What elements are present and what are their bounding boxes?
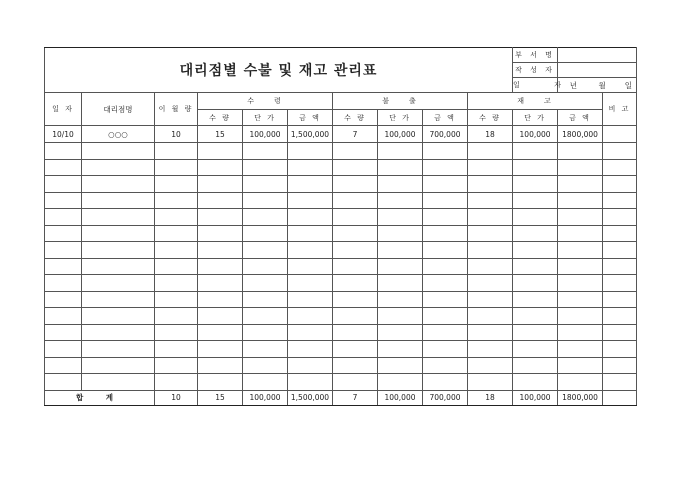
empty-cell[interactable] [468, 209, 513, 226]
empty-cell[interactable] [333, 225, 378, 242]
empty-cell[interactable] [288, 324, 333, 341]
empty-cell[interactable] [468, 374, 513, 391]
total-ship-amount: 700,000 [423, 390, 468, 405]
empty-cell[interactable] [198, 324, 243, 341]
empty-row [45, 143, 637, 160]
empty-cell[interactable] [288, 291, 333, 308]
empty-cell[interactable] [82, 357, 155, 374]
empty-cell[interactable] [513, 159, 558, 176]
empty-cell[interactable] [333, 308, 378, 325]
empty-cell[interactable] [45, 341, 82, 358]
row-date[interactable]: 10/10 [45, 126, 82, 143]
date-label [513, 78, 564, 93]
empty-cell[interactable] [82, 308, 155, 325]
empty-cell[interactable] [243, 341, 288, 358]
header-receipt-amount: 금 액 [288, 110, 333, 126]
empty-cell[interactable] [288, 357, 333, 374]
empty-cell[interactable] [82, 291, 155, 308]
empty-cell[interactable] [468, 143, 513, 160]
empty-cell[interactable] [423, 242, 468, 259]
empty-cell[interactable] [45, 291, 82, 308]
empty-cell[interactable] [243, 192, 288, 209]
empty-cell[interactable] [558, 341, 603, 358]
empty-cell[interactable] [155, 258, 198, 275]
empty-cell[interactable] [333, 258, 378, 275]
empty-row [45, 357, 637, 374]
header-agency: 대리점명 [82, 93, 155, 126]
empty-cell[interactable] [243, 242, 288, 259]
empty-cell[interactable] [468, 176, 513, 193]
empty-cell[interactable] [558, 258, 603, 275]
header-stock-price: 단 가 [513, 110, 558, 126]
empty-row [45, 374, 637, 391]
empty-cell[interactable] [155, 209, 198, 226]
empty-cell[interactable] [243, 357, 288, 374]
header-date: 일 자 [45, 93, 82, 126]
empty-cell[interactable] [155, 242, 198, 259]
empty-cell[interactable] [333, 159, 378, 176]
author-value[interactable] [558, 63, 637, 78]
empty-cell[interactable] [82, 275, 155, 292]
empty-cell[interactable] [468, 225, 513, 242]
empty-cell[interactable] [513, 374, 558, 391]
empty-cell[interactable] [513, 242, 558, 259]
empty-cell[interactable] [155, 275, 198, 292]
empty-cell[interactable] [603, 357, 637, 374]
empty-cell[interactable] [45, 374, 82, 391]
empty-cell[interactable] [513, 192, 558, 209]
empty-cell[interactable] [378, 341, 423, 358]
empty-cell[interactable] [333, 192, 378, 209]
empty-cell[interactable] [155, 291, 198, 308]
empty-cell[interactable] [82, 176, 155, 193]
empty-cell[interactable] [558, 242, 603, 259]
total-label: 합 계 [45, 390, 155, 405]
empty-cell[interactable] [82, 374, 155, 391]
empty-cell[interactable] [288, 209, 333, 226]
empty-cell[interactable] [468, 324, 513, 341]
empty-cell[interactable] [288, 192, 333, 209]
day-label: 일 [624, 80, 633, 90]
empty-cell[interactable] [513, 357, 558, 374]
empty-cell[interactable] [378, 275, 423, 292]
empty-cell[interactable] [288, 308, 333, 325]
row-agency[interactable]: ○○○ [82, 126, 155, 143]
header-stock-qty: 수 량 [468, 110, 513, 126]
empty-cell[interactable] [558, 192, 603, 209]
empty-cell[interactable] [155, 225, 198, 242]
empty-cell[interactable] [45, 143, 82, 160]
row-receipt-qty[interactable]: 15 [198, 126, 243, 143]
empty-cell[interactable] [243, 159, 288, 176]
empty-cell[interactable] [468, 357, 513, 374]
empty-cell[interactable] [82, 159, 155, 176]
empty-cell[interactable] [288, 275, 333, 292]
header-stock: 재 고 [468, 93, 603, 110]
empty-cell[interactable] [513, 341, 558, 358]
header-remarks: 비 고 [603, 93, 637, 126]
empty-cell[interactable] [198, 192, 243, 209]
empty-cell[interactable] [378, 143, 423, 160]
empty-cell[interactable] [513, 275, 558, 292]
empty-cell[interactable] [243, 258, 288, 275]
empty-cell[interactable] [198, 258, 243, 275]
empty-cell[interactable] [558, 275, 603, 292]
header-receipt: 수 령 [198, 93, 333, 110]
empty-cell[interactable] [603, 291, 637, 308]
empty-cell[interactable] [603, 341, 637, 358]
total-receipt-price: 100,000 [243, 390, 288, 405]
empty-cell[interactable] [603, 225, 637, 242]
inventory-table [44, 47, 637, 406]
empty-row [45, 324, 637, 341]
empty-cell[interactable] [45, 159, 82, 176]
empty-cell[interactable] [423, 143, 468, 160]
total-receipt-qty: 15 [198, 390, 243, 405]
header-ship-price: 단 가 [378, 110, 423, 126]
row-ship-amount[interactable]: 700,000 [423, 126, 468, 143]
empty-cell[interactable] [423, 324, 468, 341]
empty-cell[interactable] [468, 275, 513, 292]
empty-cell[interactable] [333, 374, 378, 391]
empty-cell[interactable] [198, 275, 243, 292]
empty-cell[interactable] [82, 341, 155, 358]
table-row [45, 126, 637, 143]
empty-cell[interactable] [423, 357, 468, 374]
empty-cell[interactable] [45, 308, 82, 325]
row-remarks[interactable] [603, 126, 637, 143]
empty-cell[interactable] [468, 159, 513, 176]
empty-row [45, 308, 637, 325]
row-receipt-amount[interactable]: 1,500,000 [288, 126, 333, 143]
empty-cell[interactable] [378, 357, 423, 374]
empty-cell[interactable] [45, 324, 82, 341]
row-stock-qty[interactable]: 18 [468, 126, 513, 143]
empty-cell[interactable] [423, 308, 468, 325]
date-label-1: 일 [513, 81, 523, 89]
empty-cell[interactable] [243, 308, 288, 325]
empty-cell[interactable] [333, 324, 378, 341]
empty-cell[interactable] [82, 225, 155, 242]
empty-cell[interactable] [558, 374, 603, 391]
empty-cell[interactable] [82, 258, 155, 275]
empty-cell[interactable] [378, 291, 423, 308]
empty-cell[interactable] [423, 176, 468, 193]
row-stock-price[interactable]: 100,000 [513, 126, 558, 143]
department-value[interactable] [558, 48, 637, 63]
empty-cell[interactable] [45, 209, 82, 226]
empty-cell[interactable] [378, 258, 423, 275]
row-stock-amount[interactable]: 1800,000 [558, 126, 603, 143]
empty-cell[interactable] [378, 374, 423, 391]
year-label: 년 [569, 80, 577, 90]
empty-cell[interactable] [45, 357, 82, 374]
total-stock-amount: 1800,000 [558, 390, 603, 405]
row-receipt-price[interactable]: 100,000 [243, 126, 288, 143]
empty-cell[interactable] [378, 308, 423, 325]
empty-cell[interactable] [243, 275, 288, 292]
empty-cell[interactable] [603, 192, 637, 209]
empty-cell[interactable] [423, 374, 468, 391]
empty-cell[interactable] [333, 291, 378, 308]
empty-cell[interactable] [603, 242, 637, 259]
empty-row [45, 258, 637, 275]
empty-cell[interactable] [155, 341, 198, 358]
empty-cell[interactable] [513, 225, 558, 242]
empty-cell[interactable] [603, 159, 637, 176]
row-ship-qty[interactable]: 7 [333, 126, 378, 143]
date-value[interactable] [558, 78, 637, 93]
empty-cell[interactable] [288, 143, 333, 160]
empty-cell[interactable] [558, 209, 603, 226]
empty-cell[interactable] [603, 275, 637, 292]
empty-cell[interactable] [198, 159, 243, 176]
date-label-2: 자 [554, 81, 564, 89]
empty-cell[interactable] [423, 291, 468, 308]
empty-cell[interactable] [45, 258, 82, 275]
empty-cell[interactable] [423, 275, 468, 292]
empty-row [45, 225, 637, 242]
empty-cell[interactable] [288, 159, 333, 176]
total-remarks [603, 390, 637, 405]
empty-cell[interactable] [558, 225, 603, 242]
empty-cell[interactable] [333, 242, 378, 259]
empty-cell[interactable] [333, 176, 378, 193]
empty-row [45, 341, 637, 358]
empty-cell[interactable] [513, 143, 558, 160]
empty-cell[interactable] [198, 242, 243, 259]
empty-cell[interactable] [558, 176, 603, 193]
empty-cell[interactable] [45, 225, 82, 242]
empty-cell[interactable] [155, 357, 198, 374]
empty-cell[interactable] [288, 242, 333, 259]
empty-cell[interactable] [82, 242, 155, 259]
empty-cell[interactable] [198, 209, 243, 226]
header-carryover: 이 월 량 [155, 93, 198, 126]
empty-cell[interactable] [198, 341, 243, 358]
empty-cell[interactable] [155, 192, 198, 209]
empty-row [45, 242, 637, 259]
empty-cell[interactable] [378, 209, 423, 226]
empty-cell[interactable] [558, 159, 603, 176]
empty-cell[interactable] [468, 242, 513, 259]
empty-cell[interactable] [423, 159, 468, 176]
empty-row [45, 291, 637, 308]
empty-cell[interactable] [603, 308, 637, 325]
empty-cell[interactable] [243, 225, 288, 242]
empty-row [45, 209, 637, 226]
header-shipment: 불 출 [333, 93, 468, 110]
empty-cell[interactable] [243, 291, 288, 308]
empty-cell[interactable] [468, 291, 513, 308]
empty-cell[interactable] [288, 374, 333, 391]
empty-cell[interactable] [513, 308, 558, 325]
empty-cell[interactable] [513, 176, 558, 193]
empty-cell[interactable] [82, 324, 155, 341]
empty-cell[interactable] [423, 225, 468, 242]
header-ship-qty: 수 량 [333, 110, 378, 126]
empty-cell[interactable] [468, 341, 513, 358]
author-label: 작 성 자 [513, 63, 558, 78]
empty-cell[interactable] [198, 176, 243, 193]
empty-cell[interactable] [45, 275, 82, 292]
empty-cell[interactable] [378, 324, 423, 341]
empty-cell[interactable] [243, 324, 288, 341]
empty-cell[interactable] [558, 308, 603, 325]
empty-cell[interactable] [513, 324, 558, 341]
empty-cell[interactable] [288, 225, 333, 242]
empty-cell[interactable] [603, 374, 637, 391]
month-label: 월 [598, 80, 606, 90]
empty-cell[interactable] [82, 192, 155, 209]
empty-cell[interactable] [558, 291, 603, 308]
empty-cell[interactable] [198, 143, 243, 160]
empty-cell[interactable] [243, 209, 288, 226]
empty-cell[interactable] [82, 143, 155, 160]
empty-cell[interactable] [378, 176, 423, 193]
empty-cell[interactable] [423, 341, 468, 358]
empty-cell[interactable] [378, 192, 423, 209]
empty-cell[interactable] [155, 159, 198, 176]
empty-cell[interactable] [82, 209, 155, 226]
empty-cell[interactable] [155, 374, 198, 391]
empty-cell[interactable] [243, 374, 288, 391]
empty-cell[interactable] [603, 258, 637, 275]
empty-cell[interactable] [558, 324, 603, 341]
empty-cell[interactable] [378, 242, 423, 259]
header-ship-amount: 금 액 [423, 110, 468, 126]
empty-cell[interactable] [198, 357, 243, 374]
header-receipt-price: 단 가 [243, 110, 288, 126]
empty-cell[interactable] [155, 324, 198, 341]
empty-cell[interactable] [333, 209, 378, 226]
department-label: 부 서 명 [513, 48, 558, 63]
empty-cell[interactable] [423, 209, 468, 226]
empty-cell[interactable] [155, 308, 198, 325]
empty-cell[interactable] [603, 209, 637, 226]
empty-cell[interactable] [243, 143, 288, 160]
empty-cell[interactable] [378, 159, 423, 176]
empty-row [45, 192, 637, 209]
empty-cell[interactable] [45, 242, 82, 259]
total-ship-qty: 7 [333, 390, 378, 405]
empty-row [45, 275, 637, 292]
empty-row [45, 176, 637, 193]
empty-cell[interactable] [333, 275, 378, 292]
empty-cell[interactable] [333, 357, 378, 374]
empty-cell[interactable] [333, 143, 378, 160]
empty-cell[interactable] [423, 192, 468, 209]
total-stock-qty: 18 [468, 390, 513, 405]
inventory-sheet [44, 47, 636, 406]
total-stock-price: 100,000 [513, 390, 558, 405]
row-carryover[interactable]: 10 [155, 126, 198, 143]
empty-row [45, 159, 637, 176]
empty-cell[interactable] [468, 192, 513, 209]
empty-cell[interactable] [558, 357, 603, 374]
empty-cell[interactable] [423, 258, 468, 275]
empty-cell[interactable] [378, 225, 423, 242]
empty-cell[interactable] [333, 341, 378, 358]
empty-cell[interactable] [603, 324, 637, 341]
empty-cell[interactable] [243, 176, 288, 193]
empty-cell[interactable] [45, 192, 82, 209]
empty-cell[interactable] [468, 308, 513, 325]
empty-cell[interactable] [288, 176, 333, 193]
total-receipt-amount: 1,500,000 [288, 390, 333, 405]
empty-cell[interactable] [198, 374, 243, 391]
empty-cell[interactable] [513, 258, 558, 275]
row-ship-price[interactable]: 100,000 [378, 126, 423, 143]
empty-cell[interactable] [155, 176, 198, 193]
empty-cell[interactable] [198, 225, 243, 242]
empty-cell[interactable] [468, 258, 513, 275]
empty-cell[interactable] [198, 291, 243, 308]
empty-cell[interactable] [603, 176, 637, 193]
total-carryover: 10 [155, 390, 198, 405]
empty-cell[interactable] [603, 143, 637, 160]
header-stock-amount: 금 액 [558, 110, 603, 126]
empty-cell[interactable] [155, 143, 198, 160]
sheet-title: 대리점별 수불 및 재고 관리표 [45, 48, 513, 93]
empty-cell[interactable] [513, 209, 558, 226]
total-row [45, 390, 637, 405]
empty-cell[interactable] [198, 308, 243, 325]
empty-cell[interactable] [45, 176, 82, 193]
empty-cell[interactable] [513, 291, 558, 308]
empty-cell[interactable] [288, 341, 333, 358]
empty-cell[interactable] [558, 143, 603, 160]
total-ship-price: 100,000 [378, 390, 423, 405]
header-receipt-qty: 수 량 [198, 110, 243, 126]
empty-cell[interactable] [288, 258, 333, 275]
